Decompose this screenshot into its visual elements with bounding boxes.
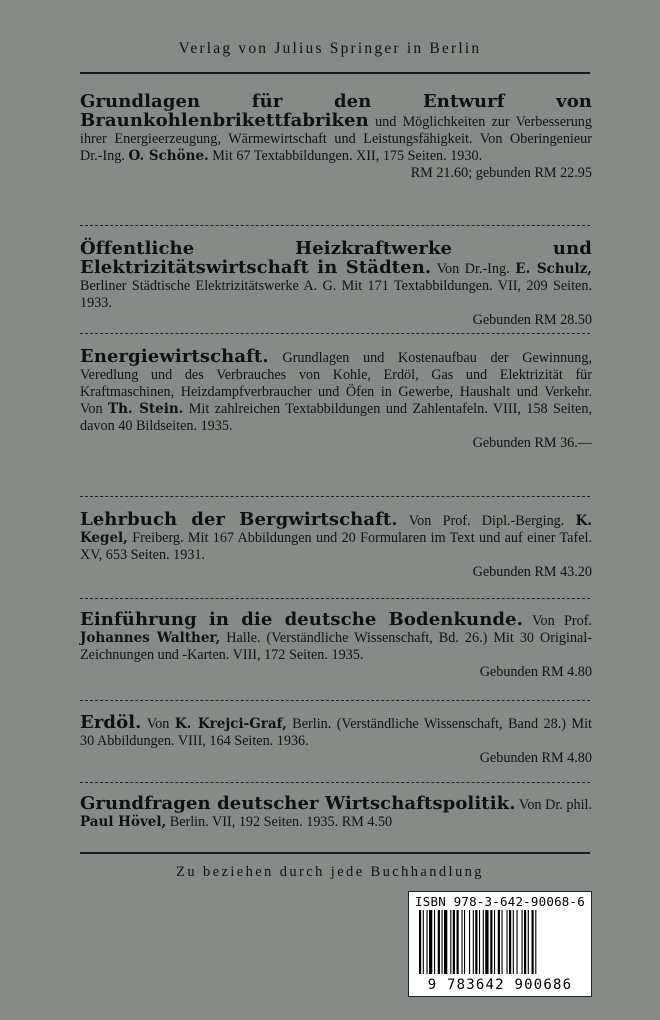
book-text: Berlin. VII, 192 Seiten. 1935. RM 4.50 <box>166 814 393 830</box>
book-author: Johannes Walther, <box>80 630 221 646</box>
book-title: Einführung in die deutsche Bodenkunde. <box>80 609 523 630</box>
barcode <box>408 891 592 997</box>
separator-rule <box>80 225 590 226</box>
book-author: K. Krejci-Graf, <box>174 716 287 732</box>
separator-rule <box>80 496 590 497</box>
book-text: Von Prof. <box>523 613 592 629</box>
book-author: O. Schöne. <box>128 148 209 164</box>
isbn-label: ISBN 978-3-642-90068-6 <box>415 894 585 909</box>
book-author: K. Kegel, <box>80 513 592 546</box>
book-entry-3 <box>80 348 592 452</box>
book-text: und Möglichkeiten zur Verbesserung ihrer Energieerzeugung, Wärmewirtschaft und Leistungsfähigkeit. Von Oberingenieur Dr.-Ing. <box>80 114 592 164</box>
book-title: Öffentliche Heizkraftwerke und Elektrizitätswirtschaft in Städten. <box>80 238 592 278</box>
book-entry-6 <box>80 714 592 767</box>
book-title: Grundfragen deutscher Wirtschaftspolitik. <box>80 793 516 814</box>
book-price: Gebunden RM 4.80 <box>479 664 592 680</box>
book-title: Erdöl. <box>80 712 142 733</box>
separator-rule <box>80 333 590 334</box>
book-price: Gebunden RM 4.80 <box>479 750 592 766</box>
bottom-rule <box>80 852 590 854</box>
book-author: Paul Hövel, <box>80 814 167 830</box>
book-text: Berlin. (Verständliche Wissenschaft, Band 28.) Mit 30 Abbildungen. VIII, 164 Seiten. 1936. <box>80 716 592 749</box>
ean-digits: 9 783642 900686 <box>427 977 573 993</box>
book-text: Freiberg. Mit 167 Abbildungen und 20 Formularen im Text und auf einer Tafel. XV, 653 Seiten. 1931. <box>80 530 592 563</box>
book-text: Von <box>141 716 175 732</box>
publisher-header: Verlag von Julius Springer in Berlin <box>178 40 482 57</box>
footer-note: Zu beziehen durch jede Buchhandlung <box>176 864 484 880</box>
top-rule <box>80 72 590 74</box>
barcode-bars-icon <box>415 910 585 974</box>
separator-rule <box>80 782 590 783</box>
book-price: Gebunden RM 43.20 <box>472 564 592 580</box>
book-title: Energiewirtschaft. <box>80 346 269 367</box>
book-entry-7 <box>80 795 592 831</box>
book-title: Lehrbuch der Bergwirtschaft. <box>80 509 398 530</box>
book-text: Von Dr. phil. <box>515 797 592 813</box>
book-text: Halle. (Verständliche Wissenschaft, Bd. 26.) Mit 30 Original-Zeichnungen und -Karten. VIII, 172 Seiten. 1935. <box>80 630 593 663</box>
book-author: Th. Stein. <box>108 401 184 417</box>
book-text: Von Dr.-Ing. <box>431 261 516 277</box>
book-author: E. Schulz, <box>515 261 592 277</box>
book-entry-4 <box>80 511 592 581</box>
book-price: Gebunden RM 28.50 <box>472 312 592 328</box>
book-text: Mit 67 Textabbildungen. XII, 175 Seiten. 1930. <box>208 148 483 164</box>
book-entry-2 <box>80 240 592 329</box>
book-entry-5 <box>80 611 592 681</box>
book-price: RM 21.60; gebunden RM 22.95 <box>410 165 592 181</box>
book-text: Von Prof. Dipl.-Berging. <box>397 513 576 529</box>
book-title: Grundlagen für den Entwurf von Braunkohlenbrikettfabriken <box>80 91 592 131</box>
book-entry-1 <box>80 93 592 182</box>
separator-rule <box>80 598 590 599</box>
separator-rule <box>80 700 590 701</box>
book-text: Berliner Städtische Elektrizitätswerke A. G. Mit 171 Textabbildungen. VII, 209 Seiten. 1933. <box>80 278 592 311</box>
book-text: Mit zahlreichen Textabbildungen und Zahlentafeln. VIII, 158 Seiten, davon 40 Bildseiten. 1935. <box>80 401 592 434</box>
book-price: Gebunden RM 36.— <box>472 435 592 451</box>
book-text: Grundlagen und Kostenaufbau der Gewinnung, Veredlung und des Verbrauches von Kohle, Erdöl, Gas und Elektrizität für Kraftmaschinen, Heizdampfverbraucher und Öfen in Gewerbe, Haushalt und Verkehr. Von <box>80 350 592 417</box>
